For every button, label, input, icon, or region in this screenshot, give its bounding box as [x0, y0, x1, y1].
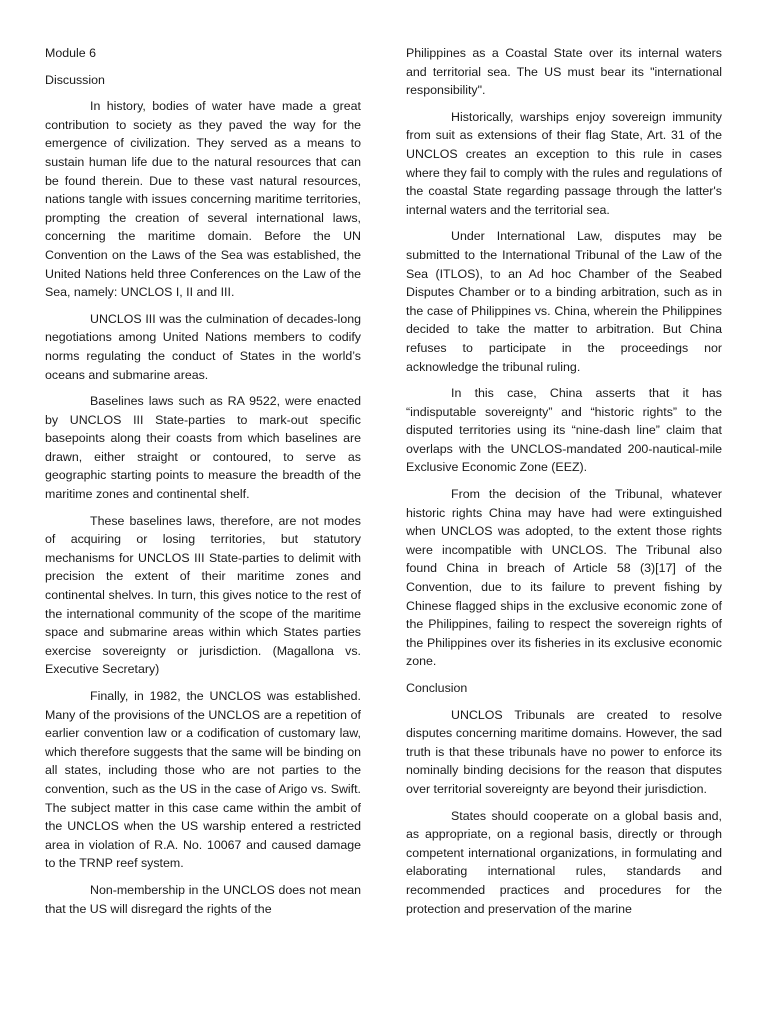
paragraph: Baselines laws such as RA 9522, were enacted by UNCLOS III State-parties to mark-out specific basepoints along their coasts from which baselines are drawn, either straight or contoured, to serve as geographic starting points to measure the breadth of the maritime zones and continental shelf. — [45, 394, 361, 502]
paragraph: From the decision of the Tribunal, whatever historic rights China may have had were extinguished when UNCLOS was adopted, to the extent those rights were incompatible with UNCLOS. The Tribunal also found China in breach of Article 58 (3)[17] of the Convention, due to its failure to prevent fishing by Chinese flagged ships in the exclusive economic zone of the Philippines, failing to respect the sovereign rights of the Philippines over its fisheries in its exclusive economic zone. — [406, 487, 722, 669]
conclusion-heading: Conclusion — [406, 681, 468, 695]
paragraph: These baselines laws, therefore, are not modes of acquiring or losing territories, but statutory mechanisms for UNCLOS III State-parties to delimit with precision the extent of their maritime zones and continental shelves. In turn, this gives notice to the rest of the international community of the scope of the maritime space and submarine areas within which States parties exercise sovereignty or jurisdiction. (Magallona vs. Executive Secretary) — [45, 513, 361, 677]
paragraph: States should cooperate on a global basis and, as appropriate, on a regional basis, directly or through competent international organizations, in formulating and elaborating international rules, standards and recommended practices and procedures for the protection and preservation of the marine — [406, 808, 722, 916]
left-column — [45, 44, 361, 926]
right-column — [406, 44, 722, 926]
paragraph: Finally, in 1982, the UNCLOS was established. Many of the provisions of the UNCLOS are a repetition of earlier convention law or a codification of customary law, which therefore suggests that the same will be binding on all states, including those who are not parties to the convention, such as the US in the case of Arigo vs. Swift. The subject matter in this case came within the ambit of the UNCLOS when the US warship entered a restricted area in violation of R.A. No. 10067 and caused damage to the TRNP reef system. — [45, 689, 361, 871]
paragraph: In this case, China asserts that it has “indisputable sovereignty” and “historic rights” to the disputed territories using its “nine-dash line” claim that overlaps with the UNCLOS-mandated 200-nautical-mile Exclusive Economic Zone (EEZ). — [406, 386, 722, 475]
paragraph: In history, bodies of water have made a great contribution to society as they paved the way for the emergence of civilization. They served as a means to sustain human life due to the natural resources that can be found therein. Due to these vast natural resources, nations tangle with issues concerning maritime territories, prompting the creation of several international laws, concerning the maritime domain. Before the UN Convention on the Laws of the Sea was established, the United Nations held three Conferences on the Law of the Sea, namely: UNCLOS I, II and III. — [45, 99, 361, 300]
paragraph: Under International Law, disputes may be submitted to the International Tribunal of the Law of the Sea (ITLOS), to an Ad hoc Chamber of the Seabed Disputes Chamber or to a binding arbitration, such as in the case of Philippines vs. China, wherein the Philippines decided to take the matter to arbitration. But China refuses to participate in the proceedings nor acknowledge the tribunal ruling. — [406, 229, 722, 374]
paragraph-continuation: Philippines as a Coastal State over its internal waters and territorial sea. The US must bear its "international responsibility". — [406, 46, 722, 98]
paragraph: Historically, warships enjoy sovereign immunity from suit as extensions of their flag State, Art. 31 of the UNCLOS creates an exception to this rule in cases where they fail to comply with the rules and regulations of the coastal State regarding passage through the latter's internal waters and the territorial sea. — [406, 109, 722, 217]
paragraph: Non-membership in the UNCLOS does not mean that the US will disregard the rights of the — [45, 882, 361, 916]
module-label: Module 6 — [45, 46, 96, 60]
paragraph: UNCLOS III was the culmination of decades-long negotiations among United Nations members to codify norms regulating the conduct of States in the world’s oceans and submarine areas. — [45, 311, 361, 382]
paragraph: UNCLOS Tribunals are created to resolve disputes concerning maritime domains. However, the sad truth is that these tribunals have no power to enforce its nominally binding decisions for the reason that disputes over territorial sovereignty are beyond their jurisdiction. — [406, 707, 722, 796]
discussion-heading: Discussion — [45, 72, 105, 87]
